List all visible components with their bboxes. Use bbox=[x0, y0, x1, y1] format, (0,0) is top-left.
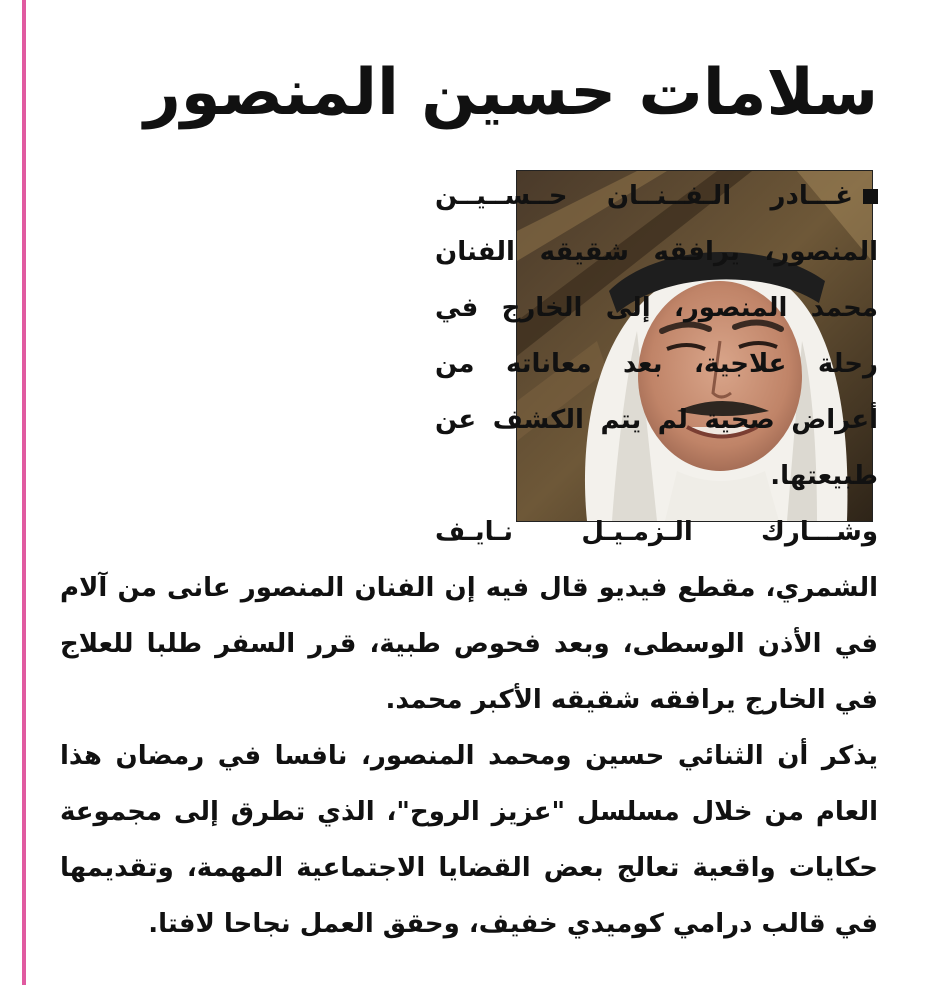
paragraph-2: وشـــارك الـزمـيـل نـايـف الشمري، مقطع فيديو قال فيه إن الفنان المنصور عانى من آلام في الأذن الوسطى، وبعد فحوص طبية، قرر السفر طلبا للعلاج في الخارج يرافقه شقيقه الأكبر محمد. bbox=[60, 517, 878, 715]
paragraph-1: غـــادر الـفــنــان حــســيــن المنصور، يرافقه شقيقه الفنان محمد المنصور، إلى الخارج في رحلة علاجية، بعد معاناته من أعراض صحية لم يتم الكشف عن طبيعتها. bbox=[435, 181, 878, 491]
news-article bbox=[60, 0, 878, 985]
article-body bbox=[60, 168, 878, 968]
page-edge-rule bbox=[22, 0, 26, 985]
headline: سلامات حسين المنصور bbox=[143, 56, 878, 130]
bullet-square-icon bbox=[863, 189, 878, 204]
paragraph-3: يذكر أن الثنائي حسين ومحمد المنصور، نافسا في رمضان هذا العام من خلال مسلسل "عزيز الروح"، الذي تطرق إلى مجموعة حكايات واقعية تعالج بعض القضايا الاجتماعية المهمة، وتقديمها في قالب درامي كوميدي خفيف، وحقق العمل نجاحا لافتا. bbox=[60, 741, 878, 939]
